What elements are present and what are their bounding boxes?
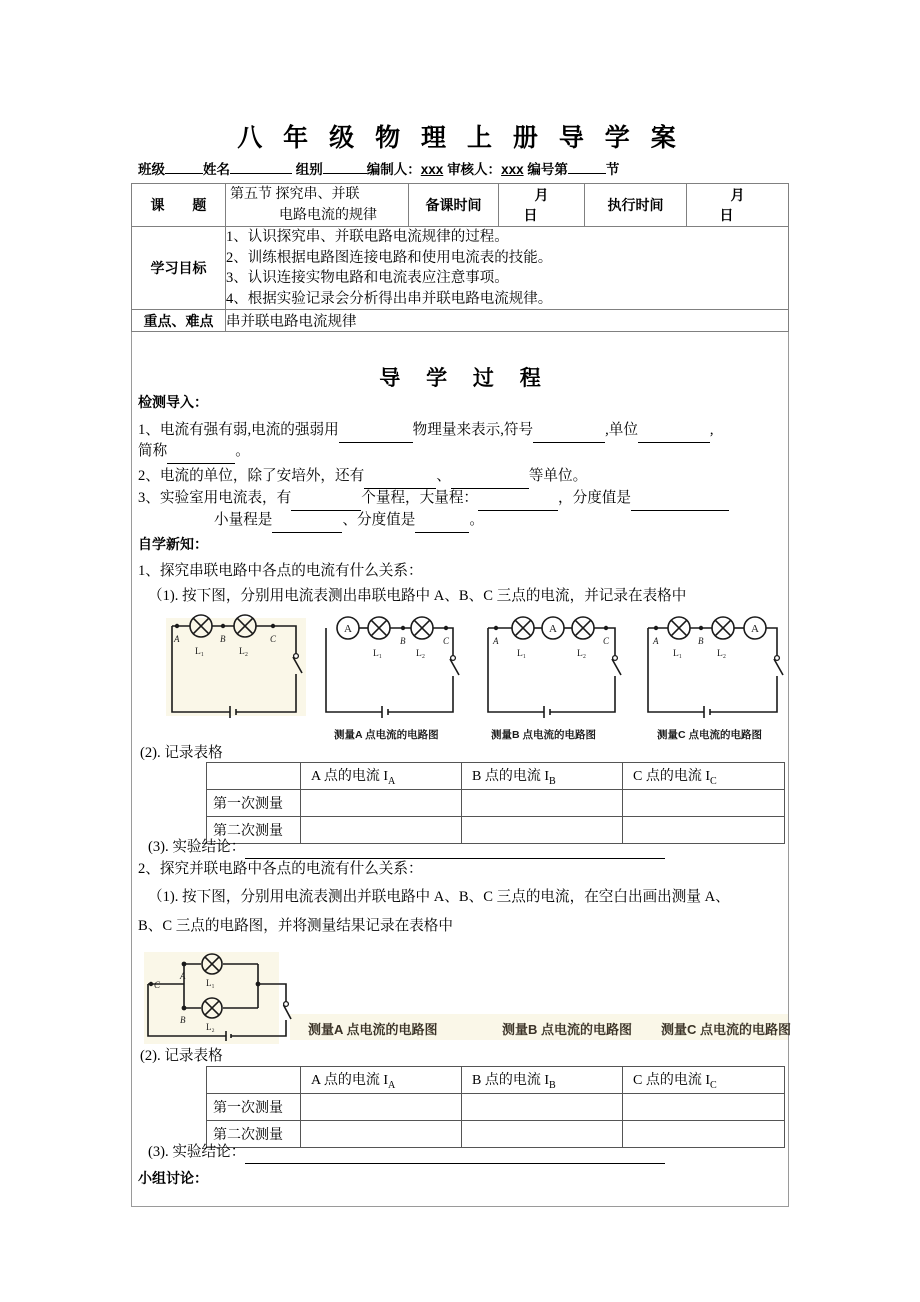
svg-text:L₂: L₂ bbox=[206, 1022, 215, 1032]
svg-text:A: A bbox=[180, 971, 186, 981]
part1-heading: 1、探究串联电路中各点的电流有什么关系： bbox=[138, 563, 423, 579]
info-table bbox=[131, 183, 789, 332]
table-row-keypoint bbox=[132, 310, 789, 332]
part2-step1-line1: （1). 按下图，分别用电流表测出并联电路中 A、B、C 三点的电流，在空白出画出测量 A、 bbox=[148, 889, 730, 905]
q3-text-b: 个量程，大量程： bbox=[361, 490, 479, 506]
section-check-intro: 检测导入： bbox=[138, 394, 208, 410]
svg-text:L₂: L₂ bbox=[239, 647, 249, 657]
column-header-b: B 点的电流 $I_B$ bbox=[462, 763, 623, 790]
svg-text:A: A bbox=[344, 623, 352, 635]
topic-label: 课 题 bbox=[132, 184, 226, 227]
svg-text:C: C bbox=[603, 636, 610, 646]
svg-text:L₁: L₁ bbox=[206, 978, 215, 988]
q1-text-f: 。 bbox=[235, 443, 250, 459]
q1-text-e: 简称 bbox=[138, 443, 168, 459]
series-circuit-measure-b bbox=[480, 612, 640, 742]
prep-time-value: 月 日 bbox=[499, 184, 585, 227]
q2-text-c: 等单位。 bbox=[528, 468, 588, 484]
record-table-series bbox=[206, 762, 785, 844]
svg-text:L₁: L₁ bbox=[673, 649, 683, 659]
svg-text:C: C bbox=[443, 636, 450, 646]
corner-cell bbox=[207, 1067, 301, 1094]
cell-b1[interactable] bbox=[462, 790, 623, 817]
column-header-a: A 点的电流 $I_A$ bbox=[301, 763, 462, 790]
q3-text-c: ，分度值是 bbox=[558, 490, 631, 506]
part2-heading: 2、探究并联电路中各点的电流有什么关系： bbox=[138, 861, 423, 877]
class-label: 班级 bbox=[138, 162, 165, 177]
series-caption-a: 测量A 点电流的电路图 bbox=[334, 729, 439, 741]
q2-text-b: 、 bbox=[436, 468, 451, 484]
svg-text:L₂: L₂ bbox=[416, 649, 426, 659]
table-row bbox=[207, 1067, 785, 1094]
series-circuit-measure-a bbox=[318, 612, 478, 742]
series-caption-b: 测量B 点电流的电路图 bbox=[491, 729, 596, 741]
row-label-first: 第一次测量 bbox=[207, 1094, 301, 1121]
column-header-a: A 点的电流 $I_A$ bbox=[301, 1067, 462, 1094]
parallel-caption-a: 测量A 点电流的电路图 bbox=[308, 1022, 438, 1037]
table-row-topic bbox=[132, 184, 789, 227]
question-1-line-1 bbox=[138, 422, 714, 443]
part1-step1: （1). 按下图，分别用电流表测出串联电路中 A、B、C 三点的电流，并记录在表格中 bbox=[148, 588, 687, 604]
meta-line bbox=[138, 158, 798, 178]
svg-text:B: B bbox=[698, 636, 704, 646]
svg-text:C: C bbox=[270, 634, 277, 644]
topic-line-2: 电路电流的规律 bbox=[279, 208, 377, 223]
svg-text:A: A bbox=[174, 634, 180, 644]
svg-text:A: A bbox=[493, 636, 499, 646]
svg-text:L₁: L₁ bbox=[373, 649, 383, 659]
objective-item: 2、训练根据电路图连接电路和使用电流表的技能。 bbox=[226, 249, 553, 266]
svg-text:B: B bbox=[400, 636, 406, 646]
part2-step1-line2: B、C 三点的电路图，并将测量结果记录在表格中 bbox=[138, 918, 453, 934]
page-title: 八 年 级 物 理 上 册 导 学 案 bbox=[237, 124, 683, 152]
q3-text-f: 。 bbox=[469, 512, 484, 528]
table-row bbox=[207, 1094, 785, 1121]
section-group-discussion: 小组讨论： bbox=[138, 1170, 208, 1186]
svg-text:B: B bbox=[180, 1015, 186, 1025]
cell-a1[interactable] bbox=[301, 790, 462, 817]
parallel-circuit bbox=[140, 952, 320, 1052]
author-value: xxx bbox=[420, 162, 444, 177]
name-label: 姓名 bbox=[203, 162, 230, 177]
objective-item: 1、认识探究串、并联电路电流规律的过程。 bbox=[226, 229, 509, 245]
exec-time-label: 执行时间 bbox=[585, 184, 687, 227]
svg-text:B: B bbox=[220, 634, 226, 644]
part1-step3: (3). 实验结论： bbox=[148, 835, 665, 859]
column-header-b: B 点的电流 $I_B$ bbox=[462, 1067, 623, 1094]
table-row bbox=[207, 763, 785, 790]
topic-value bbox=[226, 184, 409, 227]
row-label-second: 第二次测量 bbox=[207, 817, 301, 844]
q1-text-a: 1、电流有强有弱,电流的强弱用 bbox=[138, 422, 339, 438]
svg-text:L₁: L₁ bbox=[517, 649, 527, 659]
q3-text-a: 3、实验室用电流表，有 bbox=[138, 490, 292, 506]
question-3-line-2 bbox=[214, 512, 484, 533]
reviewer-label: 审核人： bbox=[447, 162, 502, 177]
svg-text:L₁: L₁ bbox=[195, 647, 205, 657]
part2-step3: (3). 实验结论： bbox=[148, 1140, 665, 1164]
row-label-first: 第一次测量 bbox=[207, 790, 301, 817]
question-3-line-1 bbox=[138, 490, 729, 511]
q1-text-d: , bbox=[709, 422, 714, 438]
exec-time-value: 月 日 bbox=[687, 184, 789, 227]
group-label: 组别 bbox=[295, 162, 323, 177]
question-1-line-2 bbox=[138, 443, 250, 464]
series-circuit-plain bbox=[150, 612, 330, 742]
series-caption-c: 测量C 点电流的电路图 bbox=[657, 729, 762, 741]
topic-line-1: 第五节 探究串、并联 bbox=[230, 187, 360, 202]
parallel-caption-b: 测量B 点电流的电路图 bbox=[502, 1022, 633, 1037]
part1-step2: (2). 记录表格 bbox=[140, 745, 223, 761]
process-title: 导 学 过 程 bbox=[379, 367, 551, 390]
svg-text:L₂: L₂ bbox=[717, 649, 727, 659]
parallel-caption-c: 测量C 点电流的电路图 bbox=[661, 1022, 792, 1037]
cell-b1[interactable] bbox=[462, 1094, 623, 1121]
q1-text-c: ,单位 bbox=[605, 422, 638, 438]
table-row bbox=[207, 790, 785, 817]
cell-c1[interactable] bbox=[623, 1094, 785, 1121]
prep-time-label: 备课时间 bbox=[409, 184, 499, 227]
series-circuit-measure-c bbox=[640, 612, 800, 742]
author-label: 编制人： bbox=[366, 162, 421, 177]
svg-text:A: A bbox=[751, 623, 759, 635]
number-label: 编号第 bbox=[527, 162, 568, 177]
record-table-parallel bbox=[206, 1066, 785, 1148]
section-label: 节 bbox=[605, 162, 620, 177]
reviewer-value: xxx bbox=[501, 162, 524, 177]
cell-c1[interactable] bbox=[623, 790, 785, 817]
part2-step2: (2). 记录表格 bbox=[140, 1048, 223, 1064]
corner-cell bbox=[207, 763, 301, 790]
question-2 bbox=[138, 468, 587, 489]
q3-text-e: 、分度值是 bbox=[342, 512, 416, 528]
svg-text:A: A bbox=[549, 623, 557, 635]
objective-item: 4、根据实验记录会分析得出串并联电路电流规律。 bbox=[226, 290, 553, 307]
svg-text:C: C bbox=[154, 980, 161, 990]
cell-a1[interactable] bbox=[301, 1094, 462, 1121]
keypoint-value: 串并联电路电流规律 bbox=[226, 310, 789, 332]
svg-text:A: A bbox=[653, 636, 659, 646]
objectives-list bbox=[226, 227, 789, 310]
column-header-c: C 点的电流 $I_C$ bbox=[623, 1067, 785, 1094]
column-header-c: C 点的电流 $I_C$ bbox=[623, 763, 785, 790]
objective-item: 3、认识连接实物电路和电流表应注意事项。 bbox=[226, 270, 509, 287]
q3-text-d: 小量程是 bbox=[214, 512, 273, 528]
row-label-second: 第二次测量 bbox=[207, 1121, 301, 1148]
q1-text-b: 物理量来表示,符号 bbox=[412, 422, 534, 438]
svg-text:L₂: L₂ bbox=[577, 649, 587, 659]
objectives-label: 学习目标 bbox=[132, 227, 226, 310]
q2-text-a: 2、电流的单位，除了安培外，还有 bbox=[138, 468, 365, 484]
keypoint-label: 重点、难点 bbox=[132, 310, 226, 332]
table-row-objectives bbox=[132, 227, 789, 310]
section-self-study: 自学新知： bbox=[138, 536, 208, 552]
